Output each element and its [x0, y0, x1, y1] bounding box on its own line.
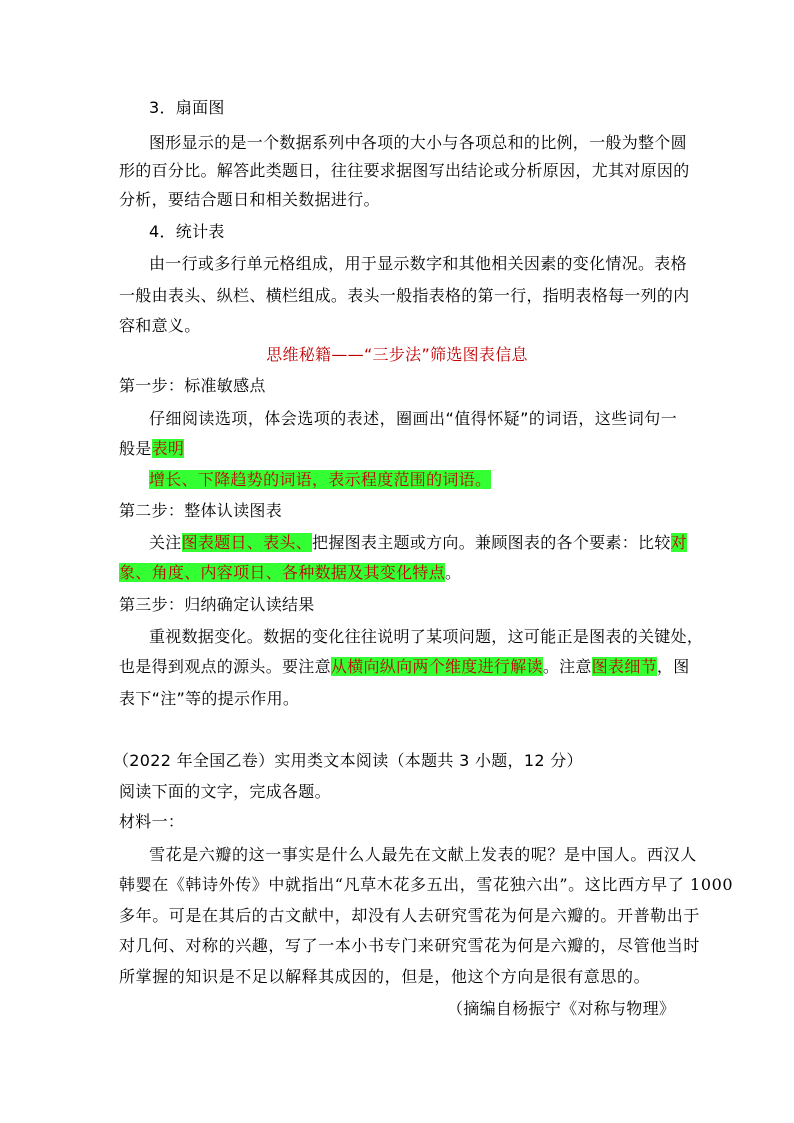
highlight-span: 从横向纵向两个维度进行解读 — [330, 657, 543, 676]
paragraph-line: 分析，要结合题日和相关数据进行。 — [119, 190, 380, 209]
text-span: ，图 — [656, 657, 690, 676]
paragraph-line: 一般由表头、纵栏、横栏组成。表头一般指表格的第一行，指明表格每一列的内 — [119, 286, 690, 305]
text-span: 般是 — [119, 439, 152, 458]
method-heading: 思维秘籍——“三步法”筛选图表信息 — [266, 345, 528, 364]
highlight-span: 增长、下降趋势的词语，表示程度范围的词语。 — [149, 470, 492, 489]
passage-line: 对几何、对称的兴趣，写了一本小书专门来研究雪花为何是六瓣的，尽管他当时 — [119, 936, 701, 955]
text-span: 。 — [445, 563, 462, 582]
text-span: 也是得到观点的源头。要注意 — [119, 657, 331, 676]
highlight-span: 表明 — [151, 439, 185, 458]
highlight-span: 对 — [670, 533, 687, 552]
step3-title: 第三步：归纳确定认读结果 — [119, 595, 315, 614]
section-title-statistics-table: 4．统计表 — [149, 222, 225, 241]
step3-paragraph-line: 重视数据变化。数据的变化往往说明了某项问题，这可能正是图表的关键处， — [149, 627, 704, 646]
passage-line: 所掌握的知识是不足以解释其成因的，但是，他这个方向是很有意思的。 — [119, 967, 651, 986]
exam-title: （2022 年全国乙卷）实用类文本阅读（本题共 3 小题，12 分） — [113, 751, 583, 770]
step2-paragraph-line — [119, 562, 461, 584]
step3-paragraph-line: 表下“注”等的提示作用。 — [119, 689, 300, 708]
passage-line: 多年。可是在其后的古文献中，却没有人去研究雪花为何是六瓣的。开普勒出于 — [119, 906, 701, 925]
section-title-pie-chart: 3．扇面图 — [149, 98, 225, 117]
highlight-span: 图表题日、表头、 — [181, 533, 313, 552]
step3-paragraph-line — [119, 656, 690, 678]
step1-paragraph-line — [149, 469, 491, 491]
text-span: 关注 — [149, 533, 182, 552]
paragraph-line: 形的百分比。解答此类题日，往往要求据图写出结论或分析原因，尤其对原因的 — [119, 161, 690, 180]
step2-paragraph-line — [149, 532, 687, 554]
text-span: 把握图表主题或方向。兼顾图表的各个要素：比较 — [312, 533, 671, 552]
exam-instruction: 阅读下面的文字，完成各题。 — [119, 782, 331, 801]
step1-paragraph-line — [119, 438, 184, 460]
highlight-span: 象、角度、内容项日、各种数据及其变化特点 — [119, 563, 446, 582]
text-span: 。注意 — [542, 657, 592, 676]
highlight-span: 图表细节 — [591, 657, 657, 676]
paragraph-line: 由一行或多行单元格组成，用于显示数字和其他相关因素的变化情况。表格 — [149, 254, 687, 273]
passage-line: 雪花是六瓣的这一事实是什么人最先在文献上发表的呢？是中国人。西汉人 — [149, 845, 697, 864]
paragraph-line: 图形显示的是一个数据系列中各项的大小与各项总和的比例，一般为整个圆 — [149, 133, 687, 152]
step1-paragraph-line: 仔细阅读选项，体会选项的表述，圈画出“值得怀疑”的词语，这些词句一 — [149, 409, 677, 428]
paragraph-line: 容和意义。 — [119, 316, 201, 335]
source-citation: （摘编自杨振宁《对称与物理》 — [447, 999, 676, 1018]
step1-title: 第一步：标准敏感点 — [119, 376, 266, 395]
step2-title: 第二步：整体认读图表 — [119, 501, 283, 520]
passage-line: 韩婴在《韩诗外传》中就指出“凡草木花多五出，雪花独六出”。这比西方早了 1000 — [119, 875, 734, 894]
material-label: 材料一： — [119, 812, 185, 831]
